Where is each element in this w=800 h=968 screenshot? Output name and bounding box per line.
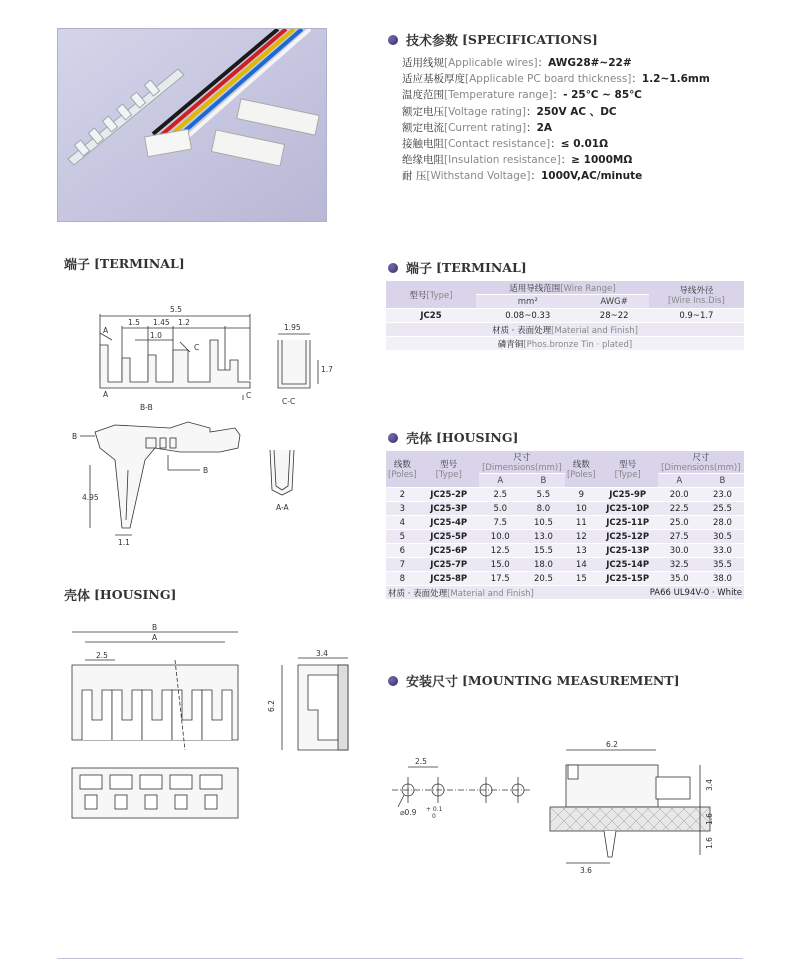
cell-p2: 10 <box>565 502 598 516</box>
cell-a1: 17.5 <box>479 572 522 586</box>
cell-b1: 15.5 <box>522 544 565 558</box>
spec-label-en: [Voltage rating] <box>444 105 527 118</box>
spec-separator: ： <box>537 57 549 69</box>
bullet-icon <box>388 676 398 686</box>
dim-1-5: 1.5 <box>128 318 140 327</box>
spec-label: 额定电流 <box>402 121 444 134</box>
cell-awg: 28~22 <box>580 309 649 323</box>
spec-label-en: [Contact resistance] <box>444 138 551 151</box>
spec-row <box>402 120 710 136</box>
mount-dim-1-6a: 1.6 <box>705 813 714 825</box>
col-poles-en: [Poles] <box>566 470 596 480</box>
cell-t2: JC25-11P <box>598 516 658 530</box>
col-a-header: A <box>479 474 522 488</box>
col-range-cn: 适用导线范围 <box>509 283 561 294</box>
col-dim-cn: 尺寸 <box>692 453 710 463</box>
cell-t2: JC25-12P <box>598 530 658 544</box>
label-a-bottom: A <box>103 390 109 399</box>
label-bb: B-B <box>140 403 153 412</box>
col-poles-en: [Poles] <box>388 470 417 480</box>
mount-dim-2-5: 2.5 <box>415 757 427 766</box>
cell-t2: JC25-10P <box>598 502 658 516</box>
material-label-en: [Material and Finish] <box>447 588 534 599</box>
col-a-header: A <box>658 474 701 488</box>
col-type-cn: 型号 <box>619 460 637 470</box>
cell-t1: JC25-5P <box>419 530 479 544</box>
table-row <box>386 323 744 337</box>
spec-label: 绝缘电阻 <box>402 154 444 167</box>
cell-b1: 13.0 <box>522 530 565 544</box>
terminal-drawing-title-en: [TERMINAL] <box>94 256 185 271</box>
col-b-header: B <box>522 474 565 488</box>
cell-p2: 13 <box>565 544 598 558</box>
spec-row <box>402 71 710 87</box>
col-dim-header <box>479 451 565 474</box>
mount-dim-1-6b: 1.6 <box>705 837 714 849</box>
housing-dim-6-2: 6.2 <box>267 700 276 712</box>
cell-a2: 22.5 <box>658 502 701 516</box>
cell-a1: 15.0 <box>479 558 522 572</box>
cell-b2: 30.5 <box>701 530 744 544</box>
cell-b1: 10.5 <box>522 516 565 530</box>
material-label-cn: 材质 · 表面处理 <box>388 588 448 599</box>
table-row <box>386 530 744 544</box>
spec-value: - 25℃ ~ 85℃ <box>563 89 642 102</box>
dim-4-95: 4.95 <box>82 493 99 502</box>
spec-value: 1.2~1.6mm <box>641 73 710 86</box>
dim-5-5: 5.5 <box>170 305 182 314</box>
spec-label-en: [Applicable PC board thickness] <box>465 73 632 86</box>
terminal-table-title-en: [TERMINAL] <box>436 260 527 275</box>
label-aa: A-A <box>276 503 289 512</box>
mount-tol-up: + 0.1 <box>426 806 443 813</box>
cell-p2: 9 <box>565 488 598 502</box>
material-value-en: [Phos.bronze Tin · plated] <box>523 339 633 350</box>
dim-1-95: 1.95 <box>284 323 301 332</box>
cell-b1: 8.0 <box>522 502 565 516</box>
spec-label: 温度范围 <box>402 89 444 102</box>
label-cc: C-C <box>282 397 296 406</box>
mount-tol-dn: 0 <box>432 813 436 820</box>
label-b-left: B <box>72 432 78 441</box>
terminal-table-title-cn: 端子 <box>406 262 433 277</box>
spec-row <box>402 104 710 120</box>
spec-label-en: [Insulation resistance] <box>444 154 561 167</box>
table-row <box>386 309 744 323</box>
col-range-en: [Wire Range] <box>560 283 616 294</box>
spec-separator: ： <box>526 105 537 118</box>
spec-row <box>402 55 710 71</box>
label-c-bottom: C <box>246 391 252 400</box>
cell-b1: 20.5 <box>522 572 565 586</box>
col-type-header <box>386 281 476 309</box>
cell-a2: 25.0 <box>658 516 701 530</box>
cell-a1: 7.5 <box>479 516 522 530</box>
terminal-table <box>386 281 744 351</box>
cell-material-label <box>386 323 744 337</box>
product-photo <box>57 28 327 222</box>
housing-label-b: B <box>152 623 158 632</box>
label-a-top: A <box>103 326 109 335</box>
cell-p2: 11 <box>565 516 598 530</box>
cell-a2: 32.5 <box>658 558 701 572</box>
label-c-top: C <box>194 343 200 352</box>
cell-t1: JC25-8P <box>419 572 479 586</box>
housing-dim-3-4: 3.4 <box>316 649 328 658</box>
col-dim-en: [Dimensions(mm)] <box>661 463 741 473</box>
mount-dim-6-2: 6.2 <box>606 740 618 749</box>
housing-table <box>386 451 744 600</box>
cell-p1: 7 <box>386 558 419 572</box>
cell-p1: 6 <box>386 544 419 558</box>
spec-label-en: [Temperature range] <box>444 89 553 102</box>
specs-title-en: [SPECIFICATIONS] <box>462 32 598 47</box>
cell-b1: 5.5 <box>522 488 565 502</box>
spec-separator: ： <box>530 170 541 183</box>
spec-value: AWG28#~22# <box>548 57 632 69</box>
cell-material-value <box>386 337 744 351</box>
terminal-drawing <box>60 300 370 550</box>
cell-a2: 20.0 <box>658 488 701 502</box>
cell-b2: 28.0 <box>701 516 744 530</box>
housing-table-title-cn: 壳体 <box>406 432 433 447</box>
dim-1-2: 1.2 <box>178 318 190 327</box>
spec-separator: ： <box>550 138 561 151</box>
table-row <box>386 488 744 502</box>
dim-1-7: 1.7 <box>321 365 333 374</box>
cell-a1: 10.0 <box>479 530 522 544</box>
spec-value: 250V AC 、DC <box>536 105 617 118</box>
bullet-icon <box>388 433 398 443</box>
cell-t2: JC25-15P <box>598 572 658 586</box>
cell-b2: 35.5 <box>701 558 744 572</box>
col-type-cn: 型号 <box>409 290 427 301</box>
cell-material-value: PA66 UL94V-0 · White <box>565 586 744 600</box>
col-range-header <box>476 281 649 295</box>
housing-drawing-title-en: [HOUSING] <box>94 587 177 602</box>
mounting-title-en: [MOUNTING MEASUREMENT] <box>462 673 680 688</box>
spec-separator: ： <box>560 154 572 167</box>
housing-drawing <box>60 620 370 830</box>
cell-t1: JC25-4P <box>419 516 479 530</box>
cell-p1: 3 <box>386 502 419 516</box>
spec-separator: ： <box>631 73 642 86</box>
dim-1-1: 1.1 <box>118 538 130 547</box>
col-type-en: [Type] <box>435 470 462 480</box>
col-poles-header <box>386 451 419 488</box>
dim-1-0: 1.0 <box>150 331 162 340</box>
col-type-cn: 型号 <box>440 460 458 470</box>
mounting-drawing <box>390 735 740 875</box>
mount-dim-3-6: 3.6 <box>580 866 592 875</box>
cell-t2: JC25-9P <box>598 488 658 502</box>
cell-a1: 12.5 <box>479 544 522 558</box>
col-dim-header <box>658 451 744 474</box>
col-awg-header: AWG# <box>580 295 649 309</box>
terminal-drawing-title <box>64 254 185 273</box>
table-row <box>386 337 744 351</box>
spec-row <box>402 136 710 152</box>
bullet-icon <box>388 263 398 273</box>
material-label-en: [Material and Finish] <box>551 325 638 336</box>
cell-a2: 30.0 <box>658 544 701 558</box>
spec-label: 适用线规 <box>402 57 444 69</box>
product-photo-illustration <box>58 29 326 221</box>
spec-separator: ： <box>526 121 537 134</box>
spec-value: 1000V,AC/minute <box>540 170 643 183</box>
spec-label-en: [Current rating] <box>444 121 527 134</box>
cell-a2: 27.5 <box>658 530 701 544</box>
table-row <box>386 558 744 572</box>
cell-b1: 18.0 <box>522 558 565 572</box>
cell-a1: 2.5 <box>479 488 522 502</box>
cell-a2: 35.0 <box>658 572 701 586</box>
col-mm2-header: mm² <box>476 295 580 309</box>
table-row <box>386 586 744 600</box>
cell-b2: 23.0 <box>701 488 744 502</box>
table-row <box>386 502 744 516</box>
table-row <box>386 572 744 586</box>
terminal-table-title <box>388 258 527 277</box>
cell-t1: JC25-2P <box>419 488 479 502</box>
table-row <box>386 544 744 558</box>
cell-a1: 5.0 <box>479 502 522 516</box>
cell-t2: JC25-13P <box>598 544 658 558</box>
spec-row <box>402 152 710 168</box>
col-type-en: [Type] <box>614 470 641 480</box>
terminal-drawing-title-cn: 端子 <box>64 258 91 273</box>
spec-label: 接触电阻 <box>402 138 444 151</box>
col-poles-header <box>565 451 598 488</box>
cell-t1: JC25-6P <box>419 544 479 558</box>
spec-label: 额定电压 <box>402 105 444 118</box>
housing-drawing-title <box>64 585 176 604</box>
label-b-right: B <box>203 466 209 475</box>
col-type-header <box>598 451 658 488</box>
spec-row <box>402 168 710 184</box>
specs-title-cn: 技术参数 <box>406 34 459 49</box>
spec-value: ≥ 1000MΩ <box>571 154 633 167</box>
specs-title <box>388 30 598 49</box>
spec-separator: ： <box>552 89 564 102</box>
cell-p1: 5 <box>386 530 419 544</box>
mount-dim-phi: ⌀0.9 <box>400 808 417 817</box>
col-dim-cn: 尺寸 <box>513 453 531 463</box>
col-dis-header <box>649 281 744 309</box>
spec-label: 耐 压 <box>402 170 427 183</box>
cell-dis: 0.9~1.7 <box>649 309 744 323</box>
material-value-cn: 磷青铜 <box>497 339 524 350</box>
cell-t1: JC25-3P <box>419 502 479 516</box>
spec-label: 适应基板厚度 <box>402 73 465 86</box>
col-dis-cn: 导线外径 <box>679 285 714 296</box>
cell-p1: 2 <box>386 488 419 502</box>
col-poles-cn: 线数 <box>572 460 590 470</box>
cell-p2: 12 <box>565 530 598 544</box>
footer-divider <box>57 958 743 959</box>
housing-table-title-en: [HOUSING] <box>436 430 519 445</box>
cell-material-label <box>386 586 565 600</box>
cell-b2: 25.5 <box>701 502 744 516</box>
spec-label-en: [Withstand Voltage] <box>426 170 531 183</box>
col-poles-cn: 线数 <box>393 460 411 470</box>
dim-1-45: 1.45 <box>153 318 170 327</box>
col-type-header <box>419 451 479 488</box>
housing-table-title <box>388 428 518 447</box>
spec-value: ≤ 0.01Ω <box>560 138 609 151</box>
col-dim-en: [Dimensions(mm)] <box>482 463 562 473</box>
col-dis-en: [Wire Ins.Dis] <box>667 295 725 306</box>
table-row <box>386 516 744 530</box>
bullet-icon <box>388 35 398 45</box>
spec-row <box>402 87 710 103</box>
cell-p1: 4 <box>386 516 419 530</box>
cell-b2: 33.0 <box>701 544 744 558</box>
cell-type: JC25 <box>386 309 476 323</box>
cell-t1: JC25-7P <box>419 558 479 572</box>
cell-p1: 8 <box>386 572 419 586</box>
housing-drawing-title-cn: 壳体 <box>64 589 91 604</box>
cell-t2: JC25-14P <box>598 558 658 572</box>
cell-p2: 14 <box>565 558 598 572</box>
mounting-title-cn: 安装尺寸 <box>406 675 459 690</box>
mount-dim-3-4: 3.4 <box>705 779 714 791</box>
housing-dim-2-5: 2.5 <box>96 651 108 660</box>
material-label-cn: 材质 · 表面处理 <box>492 325 552 336</box>
cell-p2: 15 <box>565 572 598 586</box>
housing-label-a: A <box>152 633 158 642</box>
mounting-title <box>388 671 680 690</box>
spec-label-en: [Applicable wires] <box>444 57 538 69</box>
col-type-en: [Type] <box>426 290 453 301</box>
spec-value: 2A <box>536 121 553 134</box>
cell-b2: 38.0 <box>701 572 744 586</box>
col-b-header: B <box>701 474 744 488</box>
specs-list <box>402 55 710 185</box>
cell-mm2: 0.08~0.33 <box>476 309 580 323</box>
